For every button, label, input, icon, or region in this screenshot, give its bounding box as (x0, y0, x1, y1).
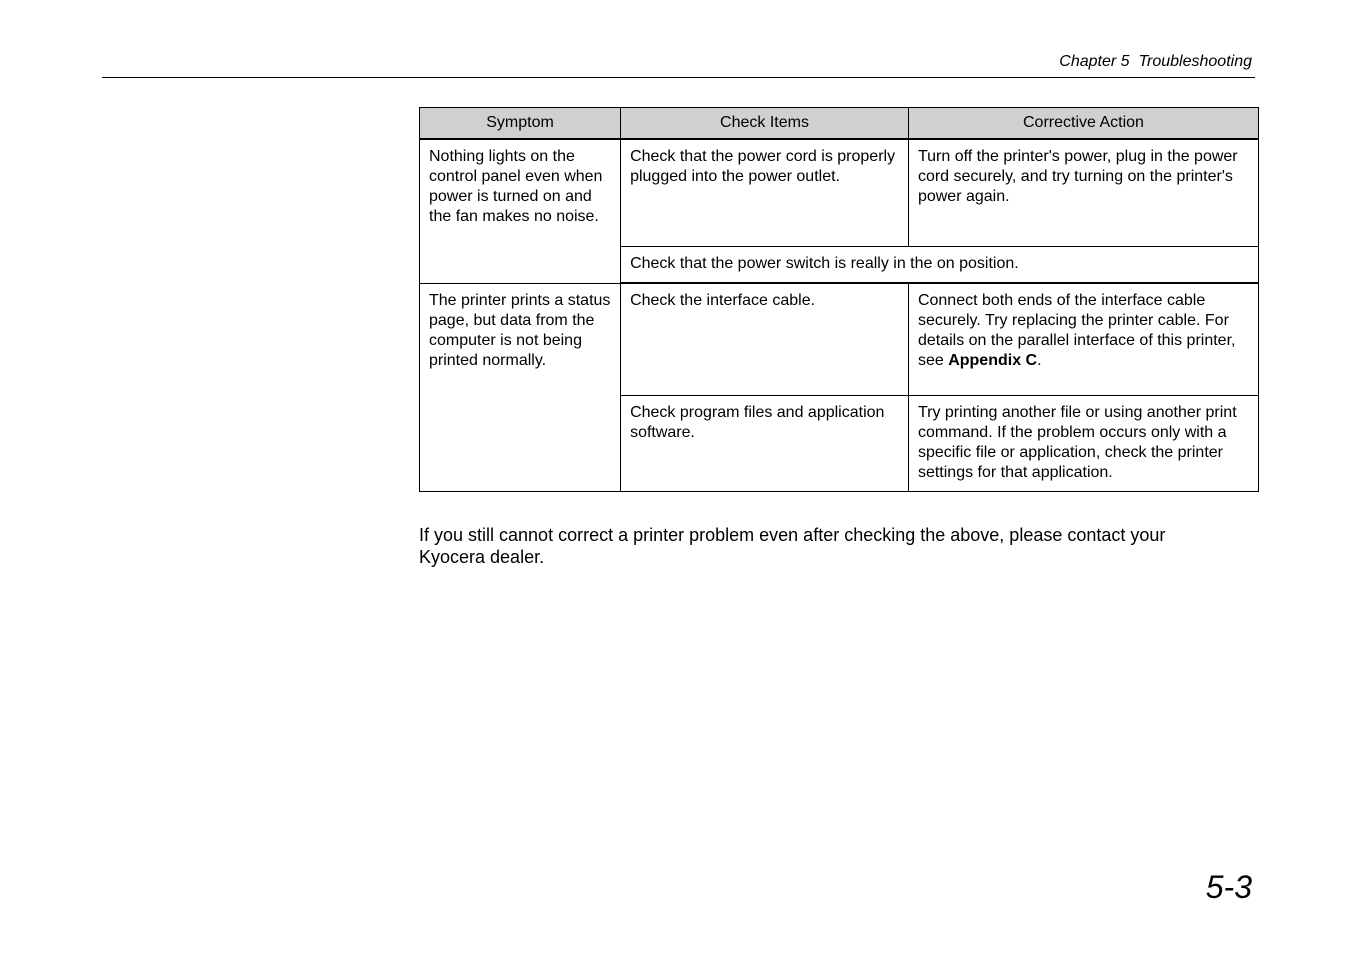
troubleshooting-table (419, 107, 1259, 492)
action-text-end: . (1037, 352, 1042, 369)
check-item-cell: Check program files and application software. (621, 396, 909, 492)
symptom-cell: Nothing lights on the control panel even when power is turned on and the fan makes no noise. (420, 139, 621, 283)
contact-dealer-paragraph: If you still cannot correct a printer problem even after checking the above, please contact your Kyocera dealer. (419, 525, 1166, 567)
corrective-action-cell: Try printing another file or using another print command. If the problem occurs only with a specific file or application, check the printer settings for that application. (908, 396, 1258, 492)
corrective-action-cell (908, 283, 1258, 396)
symptom-cell: The printer prints a status page, but data from the computer is not being printed normally. (420, 283, 621, 492)
check-item-cell: Check that the power switch is really in the on position. (621, 247, 1259, 284)
column-header-check-items: Check Items (621, 108, 909, 140)
page-number: 5-3 (1205, 869, 1252, 905)
table-header-row (420, 108, 1259, 140)
action-text: Connect both ends of the interface cable securely. Try replacing the printer cable. For details on the parallel interface of this printer, see (917, 292, 1236, 369)
appendix-reference: Appendix C (948, 352, 1038, 369)
running-head: Chapter 5 Troubleshooting (1059, 53, 1252, 70)
column-header-corrective-action: Corrective Action (908, 108, 1258, 140)
header-rule (102, 77, 1255, 78)
table-row (420, 139, 1259, 247)
check-item-cell: Check the interface cable. (621, 283, 909, 396)
table-row (420, 283, 1259, 396)
column-header-symptom: Symptom (420, 108, 621, 140)
check-item-cell: Check that the power cord is properly plugged into the power outlet. (621, 139, 909, 247)
corrective-action-cell: Turn off the printer's power, plug in the power cord securely, and try turning on the printer's power again. (908, 139, 1258, 247)
